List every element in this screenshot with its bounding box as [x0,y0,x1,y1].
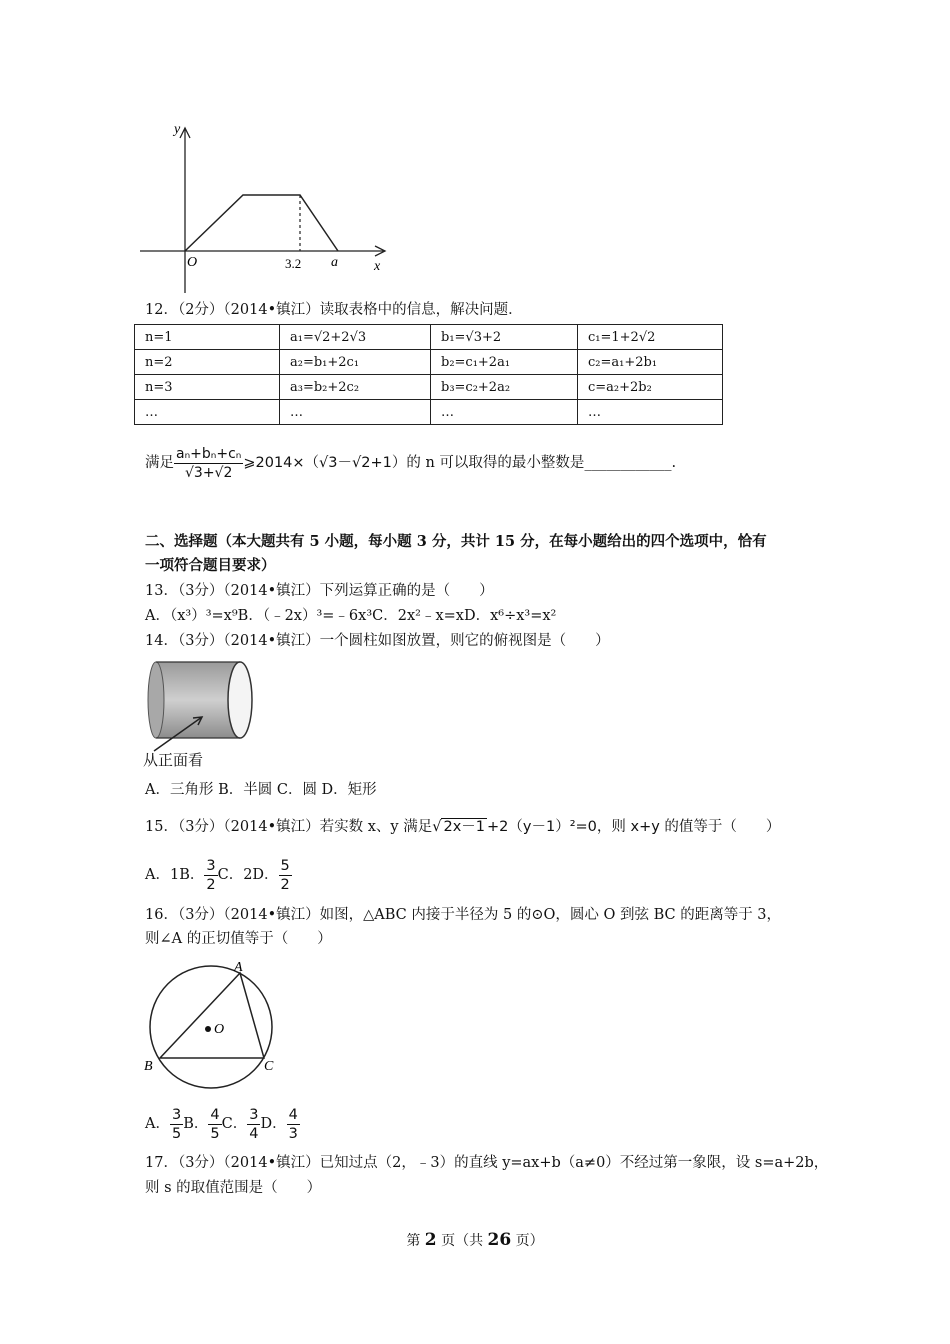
fraction-denominator: 4 [249,1125,259,1142]
fraction-denominator: 3 [288,1125,298,1142]
center-dot [205,1026,211,1032]
opt-letter: B． [183,1116,209,1132]
table-cell: n=2 [135,350,280,375]
footer-prefix: 第 [406,1233,425,1249]
q13-options: A．（x³）³=x⁹B．（﹣2x）³=﹣6x³C．2x²﹣x=xD．x⁶÷x³=x² [145,608,557,624]
q17-line-2: 则 s 的取值范围是（ ） [145,1180,322,1196]
total-pages: 26 [487,1230,512,1250]
cond-denominator: √3+√2 [184,464,233,481]
table-cell: … [280,400,431,425]
q13-stem: 13．（3分）（2014•镇江）下列运算正确的是（ ） [145,583,494,599]
label-a: A [234,960,243,975]
q15-fraction-b [204,857,217,894]
table-row [135,375,723,400]
tick-a: a [331,255,338,270]
table-cell: c₂=a₁+2b₁ [578,350,723,375]
q15-opt-c: C．2D． [217,867,279,883]
opt-letter: D． [260,1116,287,1132]
q15-stem-a: 15．（3分）（2014•镇江）若实数 x、y 满足 [145,819,433,835]
q15-options [145,855,292,895]
table-cell: b₂=c₁+2a₁ [431,350,578,375]
q16-fraction [287,1106,300,1143]
q15-stem [145,815,780,839]
table-cell: … [578,400,723,425]
fraction-numerator: 5 [280,857,290,874]
fraction-numerator: 4 [288,1106,298,1123]
table-cell: b₃=c₂+2a₂ [431,375,578,400]
fraction-numerator: 4 [210,1106,220,1123]
q16-fraction [208,1106,221,1143]
fraction-denominator: 2 [280,876,290,893]
fraction-denominator: 5 [210,1125,220,1142]
fraction-numerator: 3 [206,857,216,874]
y-label: y [174,122,181,137]
circle-triangle-figure [138,955,288,1095]
q16-options [145,1104,300,1144]
table-cell: … [431,400,578,425]
q15-radicand: 2x－1 [443,819,486,835]
triangle-abc [160,973,264,1058]
answer-blank[interactable]: ____________. [584,455,677,471]
fraction-numerator: 3 [249,1106,259,1123]
cylinder-left-end [148,662,164,738]
q16-fraction [247,1106,260,1143]
q17-line-1: 17．（3分）（2014•镇江）已知过点（2，﹣3）的直线 y=ax+b（a≠0）不经过第一象限，设 s=a+2b， [145,1155,829,1171]
table-cell: n=3 [135,375,280,400]
opt-letter: C． [221,1116,248,1132]
section2-title-2: 一项符合题目要求） [145,557,276,574]
q16-line-1: 16．（3分）（2014•镇江）如图，△ABC 内接于半径为 5 的⊙O，圆心 O 到弦 BC 的距离等于 3， [145,907,782,923]
footer-suffix: 页） [511,1233,544,1249]
origin-label: O [187,255,198,270]
footer-middle: 页（共 [436,1233,488,1249]
x-label: x [374,259,381,274]
cylinder-caption: 从正面看 [143,751,204,769]
circle-o [150,966,272,1088]
label-o: O [214,1022,225,1037]
q12-stem: 12．（2分）（2014•镇江）读取表格中的信息，解决问题． [145,302,523,318]
q12-table [134,324,723,425]
label-b: B [144,1059,153,1074]
label-c: C [264,1059,274,1074]
cylinder-right-end [228,662,252,738]
opt-letter: A． [145,1116,170,1132]
q11-graph [140,118,400,298]
fraction-numerator: 3 [171,1106,182,1123]
fraction-denominator: 2 [206,876,216,893]
q15-stem-b: +2（y－1）²=0，则 x+y 的值等于（ ） [487,819,781,835]
table-cell: a₃=b₂+2c₂ [280,375,431,400]
table-row [135,350,723,375]
table-cell: n=1 [135,325,280,350]
graph-line [185,195,338,251]
q16-line-2: 则∠A 的正切值等于（ ） [145,931,332,947]
tick-3-2: 3.2 [285,256,302,271]
cond-fraction [174,445,243,482]
q14-stem: 14．（3分）（2014•镇江）一个圆柱如图放置，则它的俯视图是（ ） [145,633,610,649]
q15-opt-a: A．1B． [145,867,205,883]
cond-rhs: ⩾2014×（√3－√2+1） [243,455,407,471]
cond-prefix: 满足 [145,455,174,471]
table-cell: … [135,400,280,425]
table-row [135,400,723,425]
cond-suffix: 的 n 可以取得的最小整数是 [406,455,585,471]
table-cell: b₁=√3+2 [431,325,578,350]
q12-condition [145,443,676,483]
q16-fraction [170,1106,183,1143]
section2-title-1: 二、选择题（本大题共有 5 小题，每小题 3 分，共计 15 分，在每小题给出的四个选项中，恰有 [145,533,767,550]
cond-numerator: aₙ+bₙ+cₙ [176,445,242,462]
page-number: 2 [424,1230,437,1250]
page-footer [0,1230,950,1251]
sqrt-sign: √ [432,819,442,835]
table-cell: a₂=b₁+2c₁ [280,350,431,375]
q15-fraction-d [279,857,292,894]
q14-options: A．三角形 B．半圆 C．圆 D．矩形 [145,782,377,798]
table-cell: a₁=√2+2√3 [280,325,431,350]
table-row [135,325,723,350]
table-cell: c₁=1+2√2 [578,325,723,350]
table-cell: c=a₂+2b₂ [578,375,723,400]
fraction-denominator: 5 [171,1125,182,1142]
